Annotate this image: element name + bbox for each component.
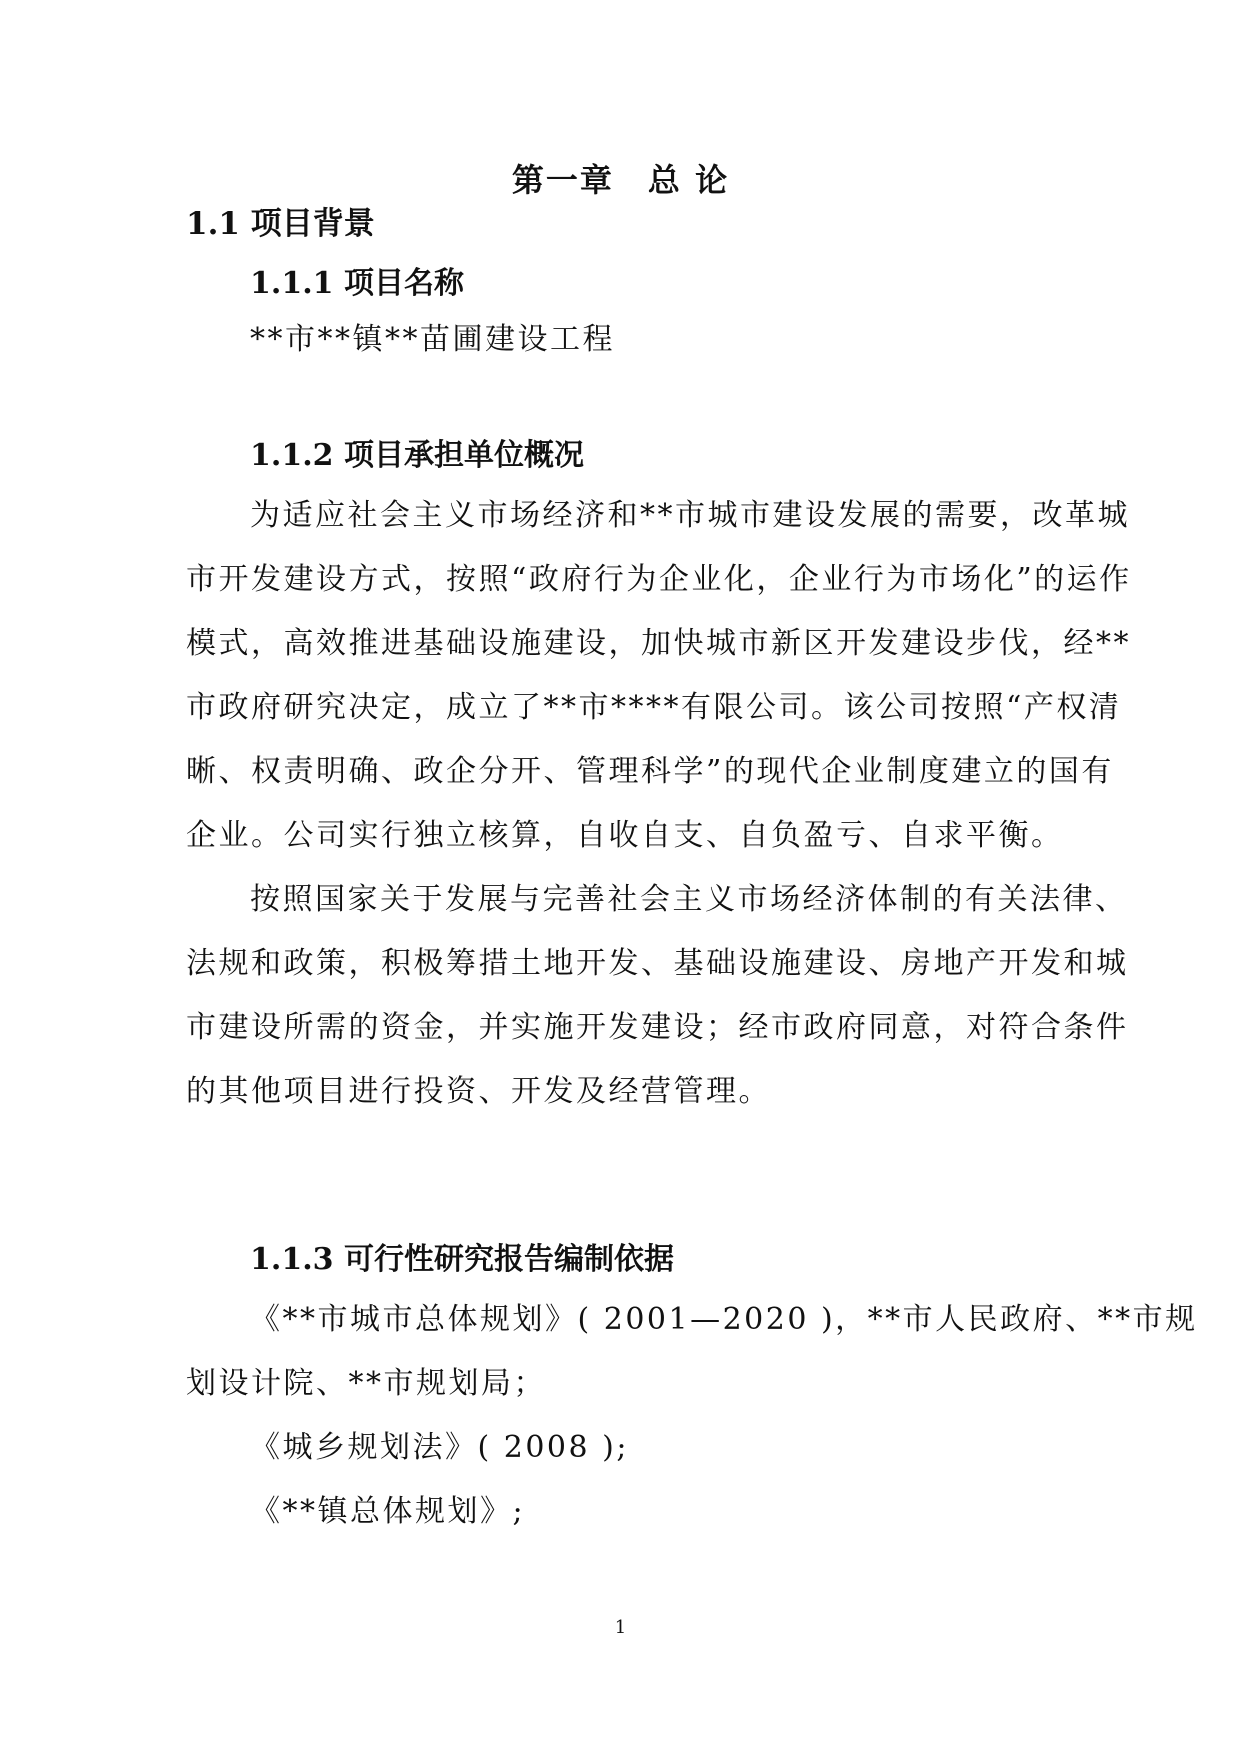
company-overview-paragraph-1: [186, 484, 1132, 868]
paragraph-line: 为适应社会主义市场经济和**市城市建设发展的需要，改革城: [250, 498, 1130, 533]
basis-item: 《城乡规划法》( 2008 );: [250, 1430, 629, 1465]
basis-list: [186, 1288, 1198, 1544]
paragraph-line: 按照国家关于发展与完善社会主义市场经济体制的有关法律、: [250, 882, 1128, 917]
project-name-paragraph: [186, 308, 1086, 372]
section-heading-1-1: 1.1 项目背景: [186, 206, 375, 242]
chapter-title: 第一章 总 论: [511, 161, 730, 199]
paragraph-line: 的其他项目进行投资、开发及经营管理。: [186, 1074, 771, 1109]
page-number: 1: [614, 1617, 627, 1638]
paragraph-line: 模式，高效推进基础设施建设，加快城市新区开发建设步伐，经**: [186, 626, 1131, 661]
paragraph-line: 企业。公司实行独立核算，自收自支、自负盈亏、自求平衡。: [186, 818, 1064, 853]
basis-item: 《**市城市总体规划》( 2001—2020 )，**市人民政府、**市规: [250, 1302, 1198, 1337]
paragraph-line: 晰、权责明确、政企分开、管理科学”的现代企业制度建立的国有: [186, 754, 1114, 789]
paragraph-line: 市开发建设方式，按照“政府行为企业化，企业行为市场化”的运作: [186, 562, 1132, 597]
basis-item-continued: 划设计院、**市规划局；: [186, 1366, 546, 1401]
subsection-heading-1-1-3: 1.1.3 可行性研究报告编制依据: [250, 1242, 674, 1277]
project-name-text: **市**镇**苗圃建设工程: [250, 322, 615, 357]
paragraph-line: 市建设所需的资金，并实施开发建设；经市政府同意，对符合条件: [186, 1010, 1129, 1045]
company-overview-paragraph-2: [186, 868, 1129, 1124]
paragraph-line: 法规和政策，积极筹措土地开发、基础设施建设、房地产开发和城: [186, 946, 1129, 981]
basis-item: 《**镇总体规划》;: [250, 1494, 526, 1529]
paragraph-line: 市政府研究决定，成立了**市****有限公司。该公司按照“产权清: [186, 690, 1122, 725]
subsection-heading-1-1-2: 1.1.2 项目承担单位概况: [250, 438, 584, 473]
subsection-heading-1-1-1: 1.1.1 项目名称: [250, 266, 464, 301]
